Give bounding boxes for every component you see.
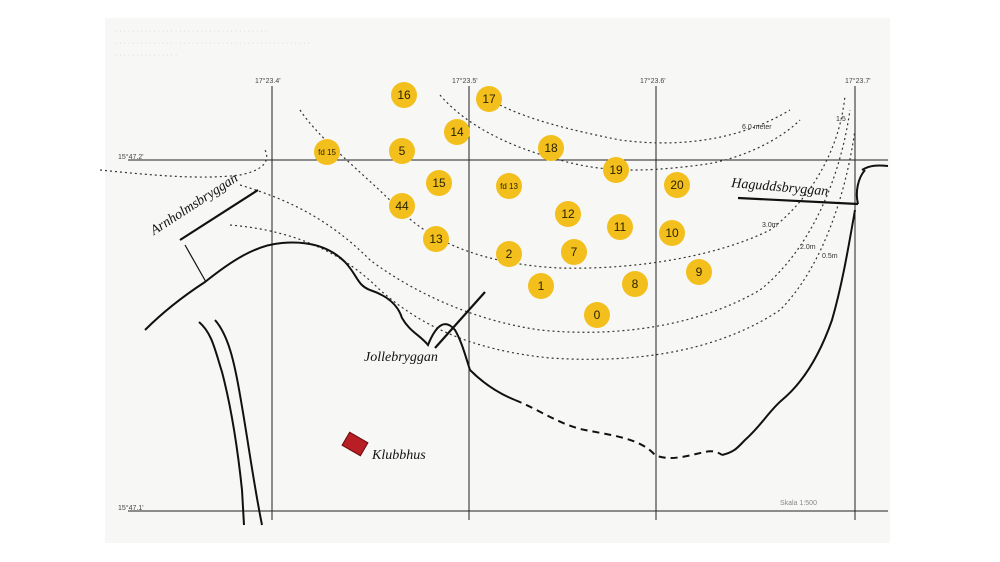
buoy-fd13[interactable]: fd 13: [496, 173, 522, 199]
label-arnholmsbryggan: Arnholmsbryggan: [148, 170, 241, 239]
depth-label-15: 1.5: [836, 116, 846, 123]
buoy-8[interactable]: 8: [622, 271, 648, 297]
buoy-1[interactable]: 1: [528, 273, 554, 299]
depth-label-05m: 0.5m: [822, 253, 838, 260]
shoreline-hagudd: [857, 170, 865, 204]
buoy-14[interactable]: 14: [444, 119, 470, 145]
label-klubbhus: Klubbhus: [372, 448, 426, 463]
buoy-11[interactable]: 11: [607, 214, 633, 240]
buoy-20[interactable]: 20: [664, 172, 690, 198]
faint-text-2: · · · · · · · · · · · · · · · · · · · · · · · · · · · · · · · · · · · · · · · · · · · · · ·: [115, 40, 310, 47]
buoy-17[interactable]: 17: [476, 86, 502, 112]
shore-inlet-left: [199, 322, 244, 525]
shoreline-east: [722, 210, 855, 455]
label-jollebryggan: Jollebryggan: [364, 350, 438, 365]
shore-inlet-right: [215, 320, 262, 525]
buoy-5[interactable]: 5: [389, 138, 415, 164]
depth-label-2m: 2.0m: [800, 244, 816, 251]
shoreline-dashed: [515, 400, 722, 458]
buoy-12[interactable]: 12: [555, 201, 581, 227]
depth-label-6m: 6.0 meter: [742, 124, 772, 131]
buoy-2[interactable]: 2: [496, 241, 522, 267]
faint-text-3: · · · · · · · · · · · · · · ·: [115, 52, 178, 59]
buoy-18[interactable]: 18: [538, 135, 564, 161]
coord-lon-234: 17°23.4': [255, 78, 281, 85]
buoy-44[interactable]: 44: [389, 193, 415, 219]
map-scale: Skala 1:500: [780, 500, 817, 507]
pier-arnholm-stem: [185, 245, 206, 282]
shoreline-east-top: [862, 165, 888, 170]
buoy-10[interactable]: 10: [659, 220, 685, 246]
faint-text-1: · · · · · · · · · · · · · · · · · · · · · · · · · · · · · · · · · · · ·: [115, 28, 267, 35]
coord-lon-237: 17°23.7': [845, 78, 871, 85]
pier-hagudd: [738, 198, 858, 204]
coord-lat-472: 15°47.2': [118, 154, 144, 161]
buoy-15[interactable]: 15: [426, 170, 452, 196]
coord-lon-235: 17°23.5': [452, 78, 478, 85]
depth-label-3m: 3.0m: [762, 222, 778, 229]
buoy-19[interactable]: 19: [603, 157, 629, 183]
buoy-7[interactable]: 7: [561, 239, 587, 265]
label-haguddsbryggan: Haguddsbryggan: [730, 176, 829, 200]
buoy-0[interactable]: 0: [584, 302, 610, 328]
buoy-13[interactable]: 13: [423, 226, 449, 252]
coord-lon-236: 17°23.6': [640, 78, 666, 85]
shoreline-jolle: [470, 370, 515, 400]
buoy-16[interactable]: 16: [391, 82, 417, 108]
buoy-9[interactable]: 9: [686, 259, 712, 285]
coord-lat-471: 15°47.1': [118, 505, 144, 512]
buoy-fd15[interactable]: fd 15: [314, 139, 340, 165]
